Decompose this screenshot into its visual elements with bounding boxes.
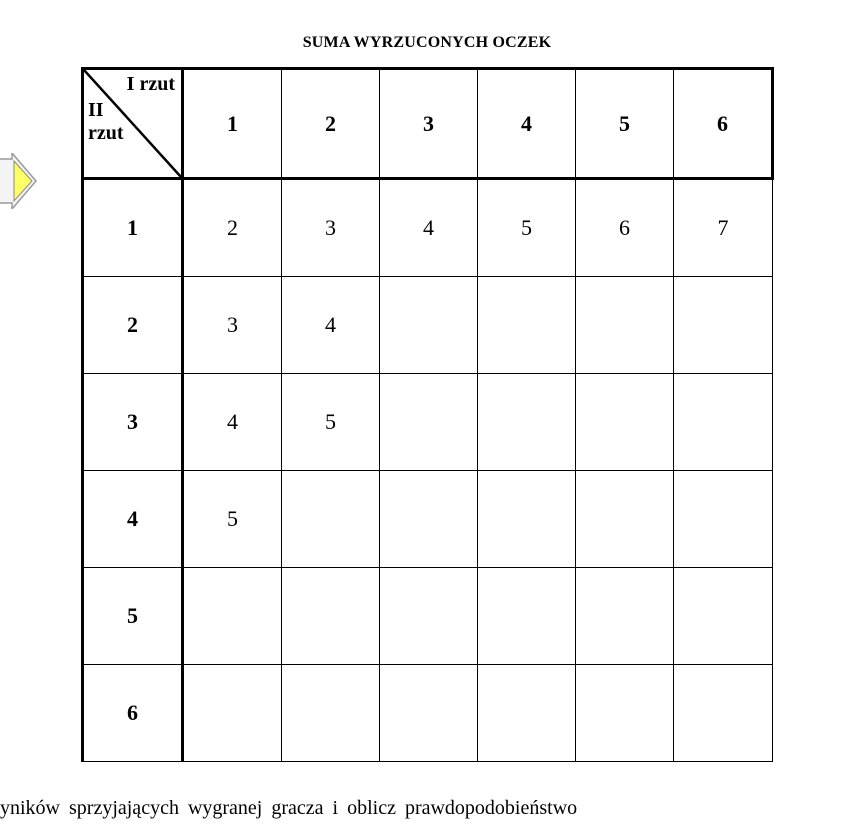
table-cell: 4	[183, 374, 282, 471]
row-header: 6	[83, 665, 183, 762]
table-cell: 6	[576, 179, 674, 277]
table-cell: 7	[674, 179, 773, 277]
table-row	[83, 179, 773, 277]
table-cell	[282, 665, 380, 762]
row-header: 1	[83, 179, 183, 277]
table-cell	[380, 277, 478, 374]
row-header: 2	[83, 277, 183, 374]
table-row	[83, 277, 773, 374]
table-cell: 5	[478, 179, 576, 277]
table-cell	[576, 374, 674, 471]
corner-label-second-roll-1: II	[88, 99, 104, 121]
table-cell: 4	[380, 179, 478, 277]
table-cell	[282, 471, 380, 568]
table-cell	[478, 471, 576, 568]
table-corner-cell	[83, 69, 183, 179]
table-cell	[478, 374, 576, 471]
table-cell	[380, 568, 478, 665]
table-row	[83, 568, 773, 665]
table-header-row	[83, 69, 773, 179]
column-header: 5	[576, 69, 674, 179]
table-cell	[674, 471, 773, 568]
table-cell	[674, 277, 773, 374]
table-cell	[183, 665, 282, 762]
table-cell	[674, 374, 773, 471]
corner-label-second-roll-2: rzut	[88, 122, 124, 144]
table-row	[83, 374, 773, 471]
table-row	[83, 665, 773, 762]
table-cell: 5	[183, 471, 282, 568]
row-header: 3	[83, 374, 183, 471]
table-cell	[674, 568, 773, 665]
table-cell	[478, 568, 576, 665]
column-header: 3	[380, 69, 478, 179]
table-cell: 4	[282, 277, 380, 374]
table-cell: 3	[183, 277, 282, 374]
table-cell	[282, 568, 380, 665]
table-cell: 2	[183, 179, 282, 277]
table-cell	[478, 665, 576, 762]
instruction-text: yników sprzyjających wygranej gracza i oblicz prawdopodobieństwo	[0, 797, 578, 819]
table-cell	[380, 374, 478, 471]
table-cell	[674, 665, 773, 762]
dice-sum-table	[81, 67, 774, 762]
column-header: 2	[282, 69, 380, 179]
table-cell	[183, 568, 282, 665]
table-caption: SUMA WYRZUCONYCH OCZEK	[302, 34, 552, 51]
table-cell: 5	[282, 374, 380, 471]
arrow-right-icon	[0, 153, 40, 209]
row-header: 5	[83, 568, 183, 665]
table-row	[83, 471, 773, 568]
table-cell	[576, 471, 674, 568]
table-cell	[576, 568, 674, 665]
column-header: 4	[478, 69, 576, 179]
table-cell	[576, 665, 674, 762]
column-header: 6	[674, 69, 773, 179]
column-header: 1	[183, 69, 282, 179]
table-cell: 3	[282, 179, 380, 277]
table-cell	[380, 471, 478, 568]
row-header: 4	[83, 471, 183, 568]
table-cell	[380, 665, 478, 762]
table-cell	[478, 277, 576, 374]
corner-label-first-roll: I rzut	[126, 73, 175, 95]
table-cell	[576, 277, 674, 374]
